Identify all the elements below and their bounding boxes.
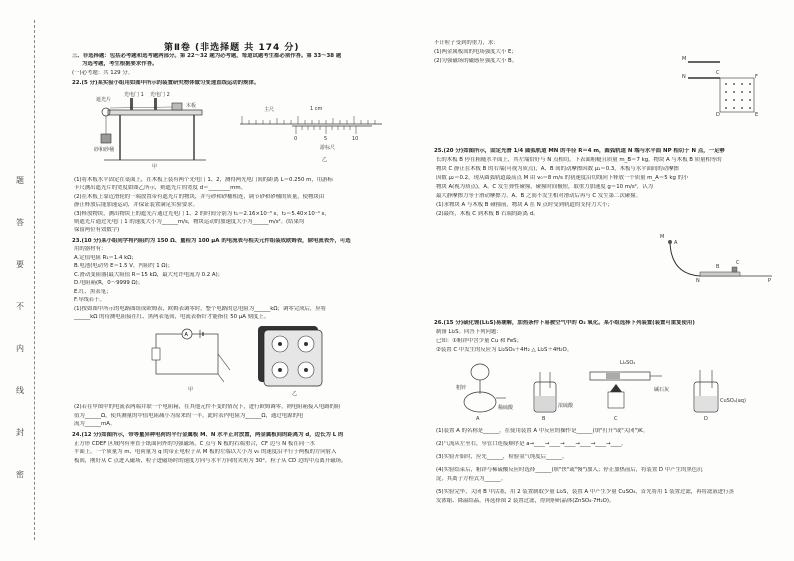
q22-label-cm: 1 cm — [310, 106, 323, 112]
right-column — [430, 0, 786, 561]
q24-label-c: C — [716, 70, 720, 76]
q26-line: 制备 Li₂S。回答下列问题： — [436, 329, 502, 335]
q26-tail: (1)装置 A 的名称是______，在使用装置 A 中反应的操作是______(填"打开"或"关闭")K。 — [436, 428, 649, 434]
q26-line: 已知：①粗锌中含少量 Cu 和 FeS； — [436, 338, 522, 344]
q26-tail: (5)实验完毕，关闭 B 中活塞，用 2 装置制取少量 Li₂S，装置 A 中产生少量 CuSO₄，首先将用 1 装置过滤，再将滤液进行蒸 — [436, 489, 734, 495]
q24-field-figure — [680, 48, 760, 124]
seal-char: 题 — [16, 176, 24, 185]
q24-line: 板间，刚好从 C 点进入磁场，粒子进磁场时的速度方向与水平方向的夹角为 30°，粒子从 CD 边的中点离开磁场。 — [74, 458, 347, 464]
seal-char: 封 — [16, 428, 24, 437]
q23-line: F.导线若干。 — [74, 297, 105, 303]
q22-line: 保留两位有效数字) — [74, 227, 120, 233]
q26-tail: (2)气流从左至右，导管口连接顺序是 a→____→____→____→____→____→____。 — [436, 441, 627, 447]
q26-tail: 发浓缩、降温结晶，再选择图 2 装置过滤，得到胆矾晶体(ZnSO₄·7H₂O)。 — [436, 498, 615, 504]
q22-label-gate1: 光电门 1 — [124, 92, 144, 98]
q23-line: B.电池(电动势 E＝1.5 V，内阻约 1 Ω)； — [74, 263, 173, 269]
seal-char: 答 — [16, 218, 24, 227]
q22-caption-a: 甲 — [152, 164, 158, 170]
q25-line: (1)求物块 A 与木板 B 碰撞前，物块 A 在 N 点时受到轨道的支持力大小； — [436, 202, 613, 208]
q22-label-zero: 0 — [294, 136, 298, 142]
q22-label-block: 木板 — [186, 103, 197, 109]
q23-head: 23.(10 分)某小组同学将内阻约为 150 Ω、量程为 100 μA 的电流表与相关元件组装成欧姆表，除电流表外，可选 — [72, 238, 351, 244]
q22-line: (2)在木板上靠近滑轮的一端放置带有遮光片的物块，并与砂和砂桶相连，调节砂和砂桶的质量，使物块由 — [74, 194, 325, 200]
q22-label-gate2: 光电门 2 — [150, 92, 170, 98]
q26-label-a: A — [476, 416, 480, 422]
instructions-sub: (一)必考题：共 129 分。 — [72, 70, 134, 76]
q23-tail: 值为______Ω，使其测量的中值电阻减小为原来的一半，此时表内电阻为______Ω，通过电源的电 — [74, 413, 304, 419]
seal-char: 不 — [16, 302, 24, 311]
q26-apparatus-figure — [450, 358, 770, 424]
q23-line: (1)按如图甲所示的电路图组成欧姆表，欧姆表调零时，整个电路的总电阻为______kΩ；调零完成后，应将 — [74, 306, 327, 312]
q22-label-five: 5 — [324, 136, 328, 142]
q22-line: 卡尺测出遮光片的宽度如图乙所示，则遮光片的宽度 d＝________mm。 — [74, 185, 246, 191]
q22-vernier-figure — [236, 100, 386, 172]
q26-label-conc: 浓硫酸 — [558, 403, 574, 409]
seal-char: 要 — [16, 260, 24, 269]
q23-line: ______kΩ 的待测电阻接在红、黑两表笔间，电流表指针才能指在 50 μA 刻度上。 — [74, 314, 270, 320]
seal-char: 线 — [16, 386, 24, 395]
q23-caption-b: 乙 — [292, 391, 298, 397]
q26-label-zinc: 粗锌 — [456, 385, 467, 391]
q26-label-c: C — [614, 416, 618, 422]
q23-line: 用的器材有： — [74, 246, 107, 252]
q23-line: E.红、黑表笔； — [74, 289, 112, 295]
q23-tail: (2)若在甲图中的电流表两端并联一个电阻箱，在其他元件不变的情况下，进行欧姆调零，则电阻箱接入电路的阻 — [74, 404, 341, 410]
q23-line: D.电阻箱(R，0～9999 Ω)； — [74, 280, 144, 286]
q24-label-m: M — [682, 56, 687, 62]
q23-tail: 流为______mA。 — [74, 421, 116, 427]
q22-label-shade: 遮光片 — [96, 97, 112, 103]
q24-label-d: D — [716, 112, 720, 118]
q26-label-solid: 碱石灰 — [654, 387, 670, 393]
q23-line: C.滑动变阻器(最大阻值 R＝15 kΩ，最大允许电流为 0.2 A)； — [74, 272, 224, 278]
q24-cont-line: 不计粒子受到的重力，求： — [434, 40, 499, 46]
q22-apparatus-figure — [94, 90, 214, 172]
seal-char: 内 — [16, 344, 24, 353]
q26-label-b: B — [542, 416, 546, 422]
q26-tail: (3)实验开始时，应先______，检验氢气纯度后______。 — [436, 454, 568, 460]
q25-line: (2)最终，木板 C 到木板 B 右端的距离 d。 — [436, 211, 539, 217]
q26-line: ②装置 C 中发生的反应为 Li₂SO₄＋4H₂ △ Li₂S＋4H₂O。 — [436, 347, 573, 353]
section-title: 第Ⅱ卷 (非选择题 共 174 分) — [164, 43, 300, 53]
q22-label-vernier: 游标尺 — [320, 145, 336, 151]
q22-label-main-scale: 主尺 — [264, 107, 275, 113]
q25-line: 长的木板 B 停在粗糙水平面上，其左端恰好与 N 点相切，下表面粗糙且质量 m_B＝7 kg，物块 A 与木板 B 质量相等的 — [436, 157, 722, 163]
seal-char: 密 — [16, 470, 24, 479]
q26-tail: (4)实验结束后，粗锌与稀硫酸反应时选择______(填"快"或"慢")加入；停止加热前后，将装置 D 中产生的黑色沉 — [436, 467, 703, 473]
q26-label-liso: Li₂SO₄ — [620, 360, 636, 366]
q22-line: (3)释放物块，测出物块上的遮光片通过光电门 1、2 的时间分别为 t₁＝2.16×10⁻³ s，t₂＝5.40×10⁻⁴ s， — [74, 211, 330, 217]
q25-line: 因数 μ₂＝0.2。现从圆弧轨道最高点 M 由 v₀＝8 m/s 的初速度沿切线向下释放一个质量 m_A＝5 kg 的小 — [436, 175, 689, 181]
q24-line: 正方形 CDEF 区域内有垂直于纸面向外的匀强磁场，C 点与 N 板的右端重合，CF 边与 N 板在同一水 — [74, 441, 315, 447]
q26-label-acid: 稀硫酸 — [498, 405, 514, 411]
q24-head: 24.(12 分)如图所示，带等量异种电荷的平行金属板 M、N 水平正对放置，两金属板间的距离为 d，边长为 L 的 — [72, 432, 344, 438]
q25-head: 25.(20 分)如图所示，固定光滑 1/4 圆弧轨道 MN 的半径 R＝4 m，圆弧轨道 N 端与水平面 NP 相切于 N 点，一足够 — [434, 148, 725, 154]
left-column — [54, 0, 420, 561]
q24-cont-line: (1)两金属板间的电场强度大小 E； — [434, 49, 517, 55]
q22-caption-b: 乙 — [322, 157, 328, 163]
q22-line: 静止释放后能加速运动，并保证装置满足实验要求。 — [74, 202, 198, 208]
q25-line: 物块 C 静止在木板 B 的右端(可视为质点)，A、B 间的动摩擦因数 μ₁＝0.3，木板与水平面间的动摩擦 — [436, 166, 679, 172]
q26-label-cuso: CuSO₄(aq) — [720, 398, 746, 404]
q22-head: 22.(5 分)某实验小组用如图甲所示的装置研究物体做匀变速直线运动的规律。 — [72, 80, 260, 86]
svg-text:A: A — [184, 332, 188, 338]
q24-label-e: E — [755, 112, 759, 118]
q24-label-n: N — [682, 74, 686, 80]
q25-label-b: B — [716, 264, 720, 270]
q24-cont-line: (2)匀强磁场的磁感应强度大小 B。 — [434, 58, 518, 64]
q25-line: 最大静摩擦力等于滑动摩擦力。A、B 之间不发生相对滑动后再与 C 发生第二次碰撞。 — [436, 193, 641, 199]
q25-label-m: M — [660, 234, 665, 240]
q22-label-weight: 砂和砂桶 — [94, 147, 115, 153]
q26-label-d: D — [704, 416, 708, 422]
q22-line: 则遮光片通过光电门 1 的速度大小为______m/s，物块运动的加速度大小为______m/s²。(结果均 — [74, 219, 305, 225]
q25-label-c: C — [736, 260, 740, 266]
q26-tail: 淀，其离子方程式为______。 — [436, 476, 507, 482]
q23-line: A.定值电阻 R₁＝1.4 kΩ； — [74, 255, 137, 261]
instructions-line: 三、非选择题：包括必考题和选考题两部分。第 22～32 题为必考题，每道试题考生都必须作答。第 33～38 题 — [72, 53, 342, 59]
q25-track-figure — [656, 234, 776, 286]
seal-line — [34, 20, 35, 540]
q24-label-f: F — [755, 74, 758, 80]
q24-line: 平面上。一个质量为 m、电荷量为 q 的带正电粒子从 M 板的左端以大小为 v₀ 的速度沿平行于两板的方向射入 — [74, 449, 337, 455]
q25-label-p: P — [768, 278, 772, 284]
binding-margin — [0, 0, 54, 561]
q25-label-a: A — [674, 240, 678, 246]
q25-line: 物块 A(视为质点)，A、C 发生弹性碰撞，碰撞时间极短，取重力加速度 g＝10 m/s²，认为 — [436, 184, 654, 190]
q23-meter-figure — [254, 322, 336, 400]
q23-circuit-figure — [150, 324, 240, 394]
q26-head: 26.(15 分)硫化锂(Li₂S)易潮解，加热条件下易被空气中的 O₂ 氧化。某小组选择下列装置(装置可重复使用) — [434, 320, 695, 326]
q23-caption-a: 甲 — [188, 387, 194, 393]
instructions-line: 为选考题，考生根据要求作答。 — [82, 61, 158, 67]
q22-line: (1)将木板水平固定在桌面上，在木板上装有两个光电门 1、2，测得两光电门间的距离 L＝0.250 m，用游标 — [74, 177, 333, 183]
q25-label-n: N — [696, 278, 700, 284]
q22-label-ten: 10 — [352, 136, 359, 142]
